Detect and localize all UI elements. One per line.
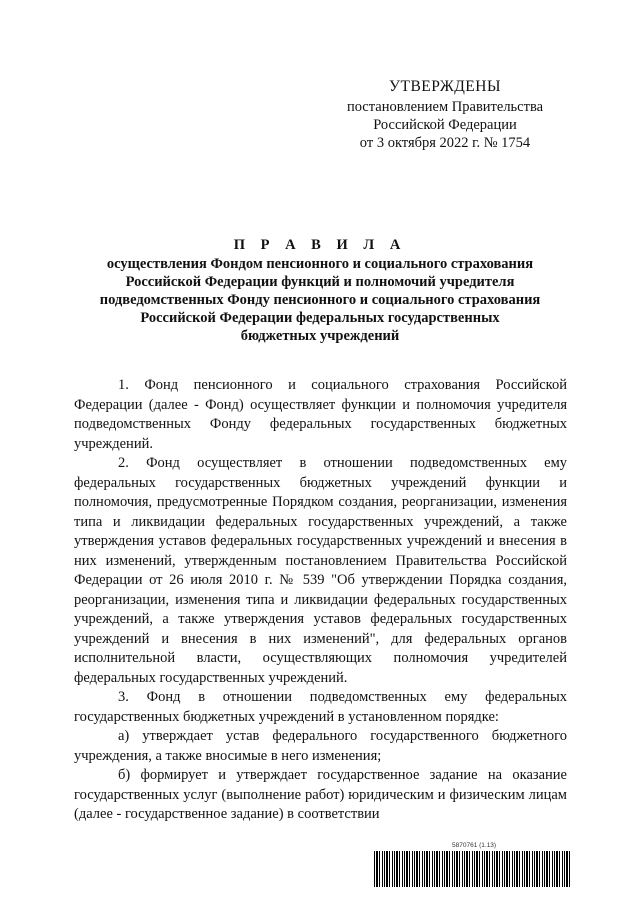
paragraph-3b: б) формирует и утверждает государственное задание на оказание государственных услуг (выполнение работ) юридическим и физическим лицам (далее - государственное задание) в соответствии <box>74 767 567 822</box>
paragraph-3a: а) утверждает устав федерального государственного бюджетного учреждения, а также вносимые в него изменения; <box>74 728 567 764</box>
title-line: Российской Федерации федеральных государственных <box>140 310 500 326</box>
approval-block <box>330 78 560 152</box>
title-line: осуществления Фондом пенсионного и социального страхования <box>106 256 534 272</box>
approval-date-number: от 3 октября 2022 г. № 1754 <box>359 135 531 151</box>
title-line: Российской Федерации функций и полномочий учредителя <box>125 274 515 290</box>
document-body <box>74 376 567 825</box>
document-code: 5870761 (1.13) <box>452 842 497 849</box>
title-line: бюджетных учреждений <box>240 328 400 344</box>
barcode-image <box>374 851 570 887</box>
approval-line: постановлением Правительства <box>346 99 544 115</box>
approval-line: Российской Федерации <box>373 117 517 133</box>
title-main: П Р А В И Л А <box>233 237 407 253</box>
paragraph-2: 2. Фонд осуществляет в отношении подведомственных ему федеральных государственных бюджетных учреждений функции и полномочия, предусмотренные Порядком создания, реорганизации, изменения типа и ликвидации федеральных государственных учреждений, а также утверждения уставов федеральных государственных учреждений и внесения в них изменений, утвержденным постановлением Правительства Российской Федерации от 26 июля 2010 г. № 539 "Об утверждении Порядка создания, реорганизации, изменения типа и ликвидации федеральных государственных учреждений, а также утверждения уставов федеральных государственных учреждений и внесения в них изменений", для федеральных органов исполнительной власти, осуществляющих полномочия учредителей федеральных государственных учреждений. <box>74 455 567 686</box>
paragraph-1: 1. Фонд пенсионного и социального страхования Российской Федерации (далее - Фонд) осуществляет функции и полномочия учредителя подведомственных Фонду федеральных государственных бюджетных учреждений. <box>74 377 567 452</box>
title-line: подведомственных Фонду пенсионного и социального страхования <box>99 292 541 308</box>
document-title <box>70 236 570 345</box>
approval-heading: УТВЕРЖДЕНЫ <box>389 78 501 95</box>
paragraph-3: 3. Фонд в отношении подведомственных ему федеральных государственных бюджетных учреждений в установленном порядке: <box>74 689 567 725</box>
